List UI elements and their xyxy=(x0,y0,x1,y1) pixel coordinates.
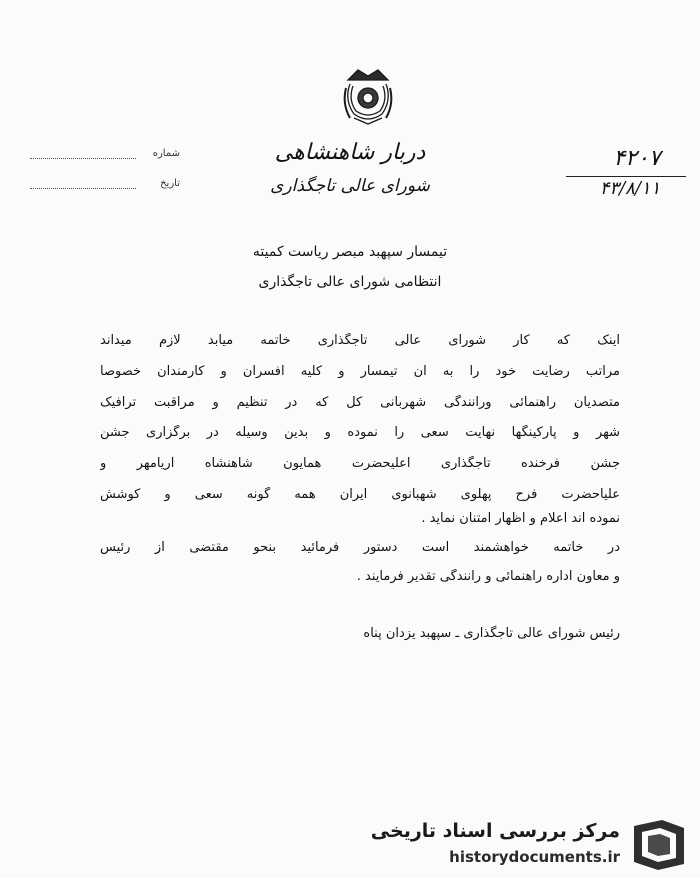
number-dotted-line xyxy=(30,158,136,159)
addressee-line-2: انتظامی شورای عالی تاجگذاری xyxy=(258,274,442,290)
date-label: تاریخ xyxy=(160,178,180,189)
closing-line: در خاتمه خواهشمند است دستور فرمائید بنحو مقتضی از رئیس xyxy=(100,540,620,555)
body-line: شهر و پارکینگها نهایت سعی را نموده و بدین وسیله در برگزاری جشن xyxy=(100,425,620,440)
court-title: دربار شاهنشاهی xyxy=(274,140,426,165)
body-line: جشن فرخنده تاجگذاری اعلیحضرت همایون شاهنشاه آریامهر و xyxy=(100,456,620,471)
body-line: متصدیان راهنمائی ورانندگی شهربانی کل که در تنظیم و مراقبت ترافیک xyxy=(100,395,620,410)
reference-date: ۴۳/۸/۱۱ xyxy=(599,178,661,199)
closing-line: و معاون اداره راهنمائی و رانندگی تقدیر فرمایند . xyxy=(356,569,620,584)
archive-logo-icon xyxy=(628,818,690,872)
number-field xyxy=(30,146,180,164)
date-dotted-line xyxy=(30,188,136,189)
body-line: نموده اند اعلام و اظهار امتنان نماید . xyxy=(421,511,620,526)
signature-line: رئیس شورای عالی تاجگذاری ـ سپهبد یزدان پناه xyxy=(363,626,620,641)
council-title: شورای عالی تاجگذاری xyxy=(270,176,430,196)
body-line: مراتب رضایت خود را به آن تیمسار و کلیه افسران و کارمندان خصوصا xyxy=(100,364,620,379)
date-field xyxy=(30,176,180,194)
watermark-title: مرکز بررسی اسناد تاریخی xyxy=(370,820,620,842)
watermark-url: historydocuments.ir xyxy=(449,848,620,866)
addressee-line-1: تیمسار سپهبد مبصر ریاست کمیته xyxy=(252,244,448,260)
body-line: اینک که کار شورای عالی تاجگذاری خاتمه میابد لازم میداند xyxy=(100,333,620,348)
archive-watermark xyxy=(370,818,694,874)
reference-divider xyxy=(566,176,686,177)
reference-number: ۴۲۰۷ xyxy=(613,146,661,171)
imperial-crown-emblem xyxy=(340,66,396,126)
number-label: شماره xyxy=(152,148,180,159)
body-line: علیاحضرت فرح پهلوی شهبانوی ایران همه گونه سعی و کوشش xyxy=(100,487,620,502)
